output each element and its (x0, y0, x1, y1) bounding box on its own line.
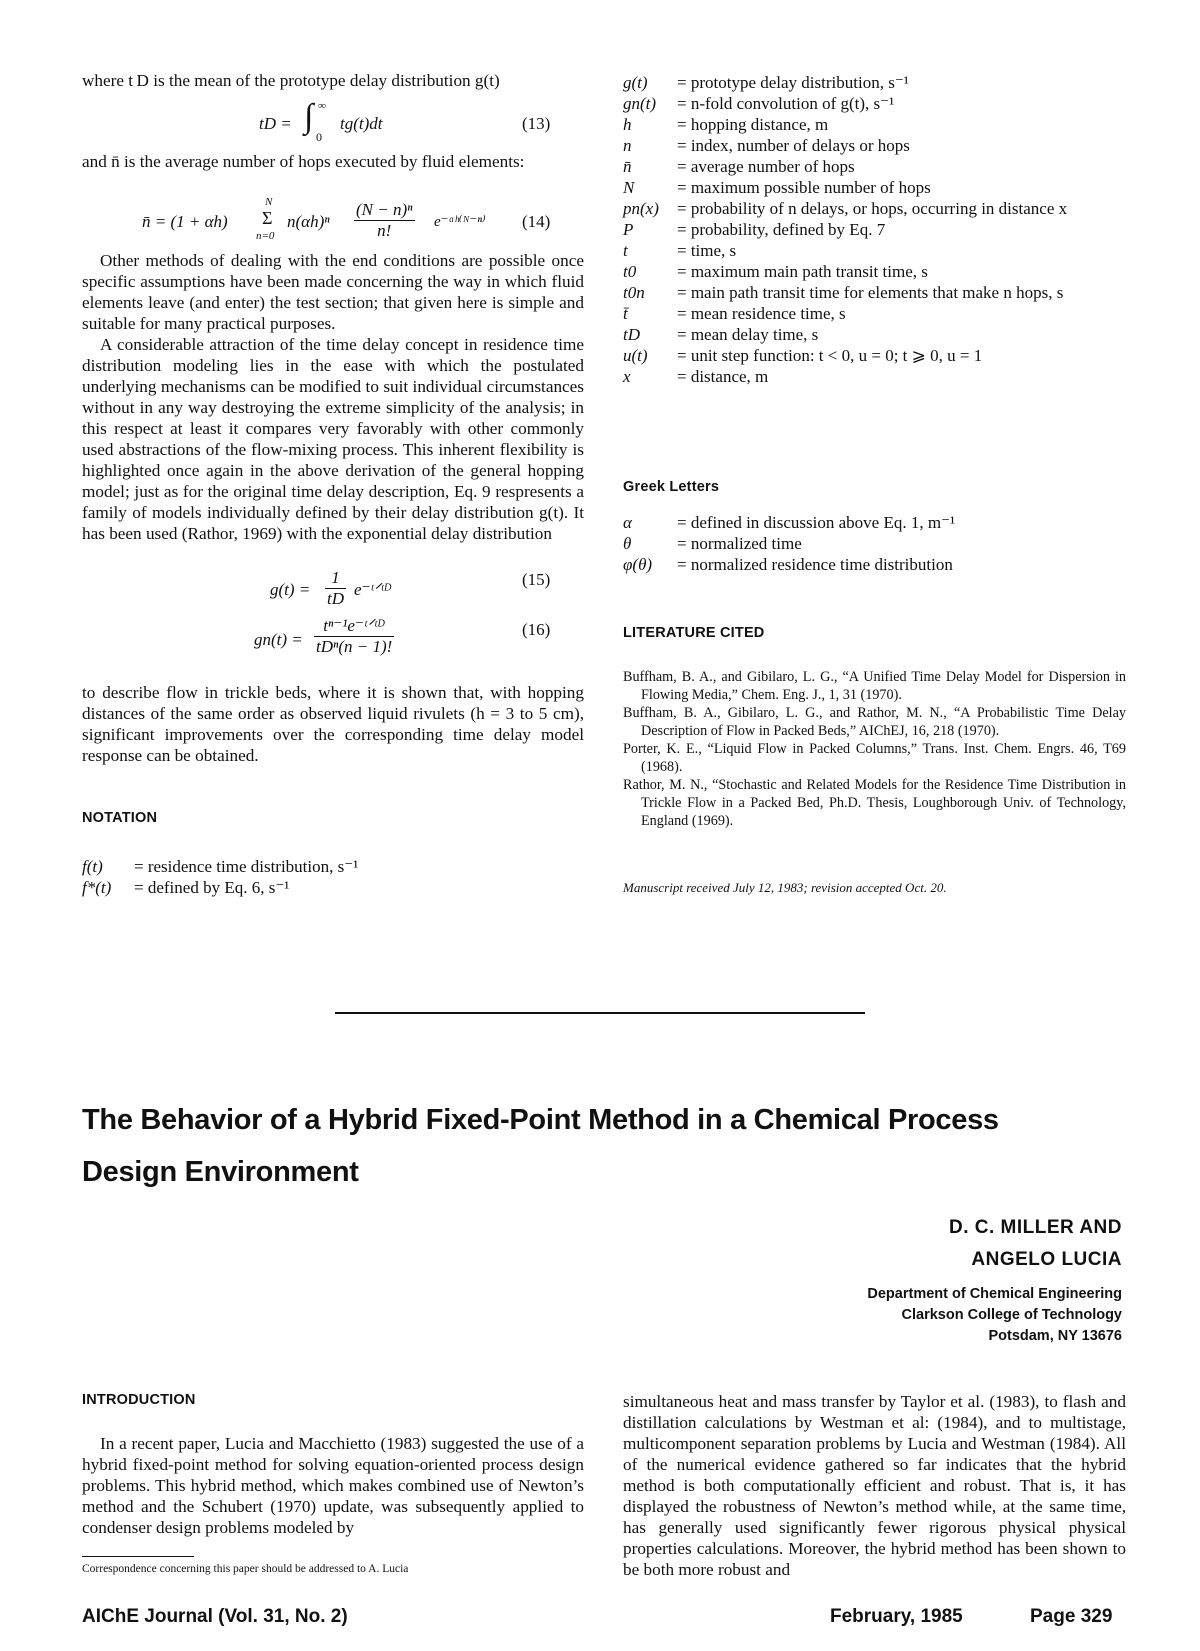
notation-row (623, 114, 1126, 135)
eq14-frac (354, 200, 415, 241)
notation-symbol: tD (623, 325, 640, 344)
left-paragraph-3 (82, 682, 584, 766)
notation-row (623, 198, 1126, 219)
authors (700, 1212, 1122, 1276)
notation-symbol: f(t) (82, 857, 103, 876)
eq15-frac-num: 1 (325, 568, 346, 589)
notation-symbol: n (623, 136, 632, 155)
left-paragraphs (82, 250, 584, 544)
equation-13 (82, 98, 584, 144)
literature-cited-heading: LITERATURE CITED (623, 625, 765, 641)
equation-15 (82, 568, 584, 612)
eq16-frac-num: tⁿ⁻¹e⁻ᵗᐟᵗᴰ (314, 616, 394, 637)
notation-definition: = probability of n delays, or hops, occurring in distance x (677, 199, 1068, 218)
notation-symbol: t (623, 241, 628, 260)
greek-symbol: θ (623, 534, 632, 553)
notation-definition: = maximum main path transit time, s (677, 262, 928, 281)
after-eq13 (82, 151, 584, 172)
reference-item: Porter, K. E., “Liquid Flow in Packed Columns,” Trans. Inst. Chem. Engrs. 46, T69 (1968). (623, 741, 1126, 775)
eq14-sum-symbol: Σ (262, 208, 273, 228)
intro-line: where t D is the mean of the prototype delay distribution g(t) (82, 71, 500, 90)
eq16-frac (314, 616, 394, 657)
notation-symbol: t̄ (623, 304, 628, 323)
notation-row (623, 177, 1126, 198)
paragraph-2: A considerable attraction of the time delay concept in residence time distribution modeling lies in the ease with which the postulated underlying mechanisms can be modified to suit individual circumstances without in any way destroying the extreme simplicity of the analysis; in this respect at least it compares very favorably with other commonly used abstractions of the flow-mixing process. This inherent flexibility is highlighted once again in the above derivation of the general hopping model; just as for the original time delay description, Eq. 9 respresents a family of models individually defined by their delay distribution g(t). It has been used (Rathor, 1969) with the exponential delay distribution (82, 335, 584, 543)
greek-row (623, 533, 1126, 554)
eq14-lhs: n̄ = (1 + αh) (142, 212, 228, 231)
notation-row (623, 261, 1126, 282)
affiliation-line-1: Department of Chemical Engineering (867, 1286, 1122, 1302)
reference-item: Buffham, B. A., Gibilaro, L. G., and Rathor, M. N., “A Probabilistic Time Delay Description of Flow in Packed Beds,” AIChEJ, 16, 218 (1970). (623, 705, 1126, 739)
notation-heading: NOTATION (82, 810, 158, 826)
intro-paragraph-right: simultaneous heat and mass transfer by Taylor et al. (1983), to flash and distillation calculations by Westman et al: (1984), and to multistage, multicomponent separation problems by Lucia and Westman (1984). All of the numerical evidence gathered so far indicates that the hybrid method is both computationally efficient and robust. That is, it has displayed the robustness of Newton’s method while, at the same time, has generally used significantly fewer rigorous physical physical properties calculations. Moreover, the hybrid method has been shown to be both more robust and (623, 1392, 1126, 1579)
greek-definition: = defined in discussion above Eq. 1, m⁻¹ (677, 513, 956, 532)
eq14-sum-top: N (265, 196, 273, 208)
equation-14 (82, 198, 584, 248)
affiliation (700, 1284, 1122, 1347)
eq16-lhs: gn(t) = (254, 630, 303, 649)
notation-row (623, 303, 1126, 324)
eq14-exp: e⁻ᵅʰ⁽ᴺ⁻ⁿ⁾ (434, 214, 486, 230)
eq15-lhs: g(t) = (270, 580, 311, 599)
issue-date: February, 1985 (830, 1606, 963, 1627)
notation-symbol: g(t) (623, 73, 648, 92)
greek-letters-heading: Greek Letters (623, 479, 720, 495)
journal-footer: AIChE Journal (Vol. 31, No. 2) (82, 1606, 348, 1627)
notation-row (623, 366, 1126, 387)
notation-definition: = residence time distribution, s⁻¹ (134, 857, 359, 876)
eq16-frac-den: tDⁿ(n − 1)! (316, 637, 393, 656)
notation-row (623, 282, 1126, 303)
eq14-number: (14) (522, 212, 551, 231)
introduction-heading: INTRODUCTION (82, 1392, 196, 1408)
notation-row (623, 156, 1126, 177)
eq13-lhs: tD = (259, 114, 292, 133)
notation-list-right (623, 72, 1126, 387)
notation-definition: = probability, defined by Eq. 7 (677, 220, 886, 239)
notation-definition: = main path transit time for elements that make n hops, s (677, 283, 1064, 302)
eq14-frac-den: n! (377, 221, 392, 240)
article-divider (335, 1012, 865, 1014)
article-title-line-2: Design Environment (82, 1156, 359, 1188)
references-list (623, 668, 1126, 830)
greek-symbol: α (623, 513, 632, 532)
notation-definition: = prototype delay distribution, s⁻¹ (677, 73, 909, 92)
author-line-1: D. C. MILLER AND (948, 1217, 1122, 1238)
article-title (82, 1094, 1142, 1198)
page-number: Page 329 (1030, 1606, 1113, 1627)
eq16-number: (16) (522, 620, 551, 639)
notation-definition: = hopping distance, m (677, 115, 829, 134)
notation-symbol: pn(x) (623, 199, 659, 218)
affiliation-line-3: Potsdam, NY 13676 (988, 1328, 1122, 1344)
notation-row (623, 72, 1126, 93)
intro-left-column (82, 1433, 584, 1538)
greek-definition: = normalized residence time distribution (677, 555, 953, 574)
author-line-2: ANGELO LUCIA (971, 1249, 1122, 1270)
notation-symbol: n̄ (623, 157, 632, 176)
reference-item: Rathor, M. N., “Stochastic and Related Models for the Residence Time Distribution in Trickle Flow in a Packed Bed, Ph.D. Thesis, Loughborough Univ. of Technology, England (1969). (623, 777, 1126, 829)
notation-row (623, 93, 1126, 114)
reference-item: Buffham, B. A., and Gibilaro, L. G., “A Unified Time Delay Model for Dispersion in Flowing Media,” Chem. Eng. J., 1, 31 (1970). (623, 669, 1126, 703)
notation-definition: = time, s (677, 241, 737, 260)
after-eq13-text: and n̄ is the average number of hops executed by fluid elements: (82, 152, 525, 171)
notation-definition: = defined by Eq. 6, s⁻¹ (134, 878, 290, 897)
notation-symbol: P (623, 220, 634, 239)
affiliation-line-2: Clarkson College of Technology (901, 1307, 1122, 1323)
intro-right-column (623, 1391, 1126, 1580)
eq14-term: n(αh)ⁿ (287, 212, 330, 231)
paragraph-3: to describe flow in trickle beds, where it is shown that, with hopping distances of the same order as observed liquid rivulets (h = 3 to 5 cm), significant improvements over the corresponding time delay model response can be obtained. (82, 683, 584, 765)
greek-row (623, 512, 1126, 533)
article-title-line-1: The Behavior of a Hybrid Fixed-Point Method in a Chemical Process (82, 1104, 999, 1136)
eq13-upper: ∞ (318, 100, 326, 112)
notation-definition: = index, number of delays or hops (677, 136, 910, 155)
notation-symbol: x (623, 367, 631, 386)
footnote: Correspondence concerning this paper should be addressed to A. Lucia (82, 1563, 409, 1575)
eq14-sum-bottom: n=0 (256, 230, 275, 242)
notation-list-left (82, 856, 412, 898)
notation-row (623, 345, 1126, 366)
greek-row (623, 554, 1126, 575)
eq15-number: (15) (522, 570, 551, 589)
left-column (82, 70, 584, 91)
notation-row (623, 240, 1126, 261)
notation-definition: = n-fold convolution of g(t), s⁻¹ (677, 94, 895, 113)
notation-definition: = mean delay time, s (677, 325, 819, 344)
notation-row (82, 856, 412, 877)
eq15-frac-den: tD (327, 589, 344, 608)
notation-row (623, 324, 1126, 345)
notation-definition: = distance, m (677, 367, 769, 386)
eq13-rhs: tg(t)dt (340, 114, 383, 133)
eq13-number: (13) (522, 114, 551, 133)
eq13-integral: ∫ (304, 98, 314, 135)
eq14-frac-num: (N − n)ⁿ (356, 200, 413, 219)
notation-row (623, 135, 1126, 156)
greek-list (623, 512, 1126, 575)
paragraph-1: Other methods of dealing with the end conditions are possible once specific assumptions have been made concerning the way in which fluid elements leave (and enter) the test section; that given here is simple and suitable for many practical purposes. (82, 251, 584, 333)
notation-definition: = maximum possible number of hops (677, 178, 931, 197)
eq15-frac (325, 568, 346, 609)
intro-paragraph-left: In a recent paper, Lucia and Macchietto (1983) suggested the use of a hybrid fixed-point method for solving equation-oriented process design problems. This hybrid method, which makes combined use of Newton’s method and the Schubert (1970) update, was subsequently applied to condenser design problems modeled by (82, 1434, 584, 1537)
notation-symbol: t0n (623, 283, 645, 302)
eq13-lower: 0 (316, 130, 322, 144)
equation-16 (82, 614, 584, 664)
notation-definition: = mean residence time, s (677, 304, 846, 323)
notation-symbol: t0 (623, 262, 637, 281)
notation-symbol: u(t) (623, 346, 648, 365)
greek-symbol: φ(θ) (623, 555, 653, 574)
notation-definition: = average number of hops (677, 157, 855, 176)
notation-symbol: f*(t) (82, 878, 112, 897)
notation-symbol: N (623, 178, 635, 197)
manuscript-note: Manuscript received July 12, 1983; revision accepted Oct. 20. (623, 880, 947, 895)
greek-definition: = normalized time (677, 534, 802, 553)
notation-definition: = unit step function: t < 0, u = 0; t ⩾ 0, u = 1 (677, 346, 983, 365)
notation-row (82, 877, 412, 898)
notation-symbol: h (623, 115, 632, 134)
eq15-rhs: e⁻ᵗᐟᵗᴰ (354, 580, 392, 599)
footnote-rule (82, 1556, 194, 1557)
notation-symbol: gn(t) (623, 94, 657, 113)
notation-row (623, 219, 1126, 240)
